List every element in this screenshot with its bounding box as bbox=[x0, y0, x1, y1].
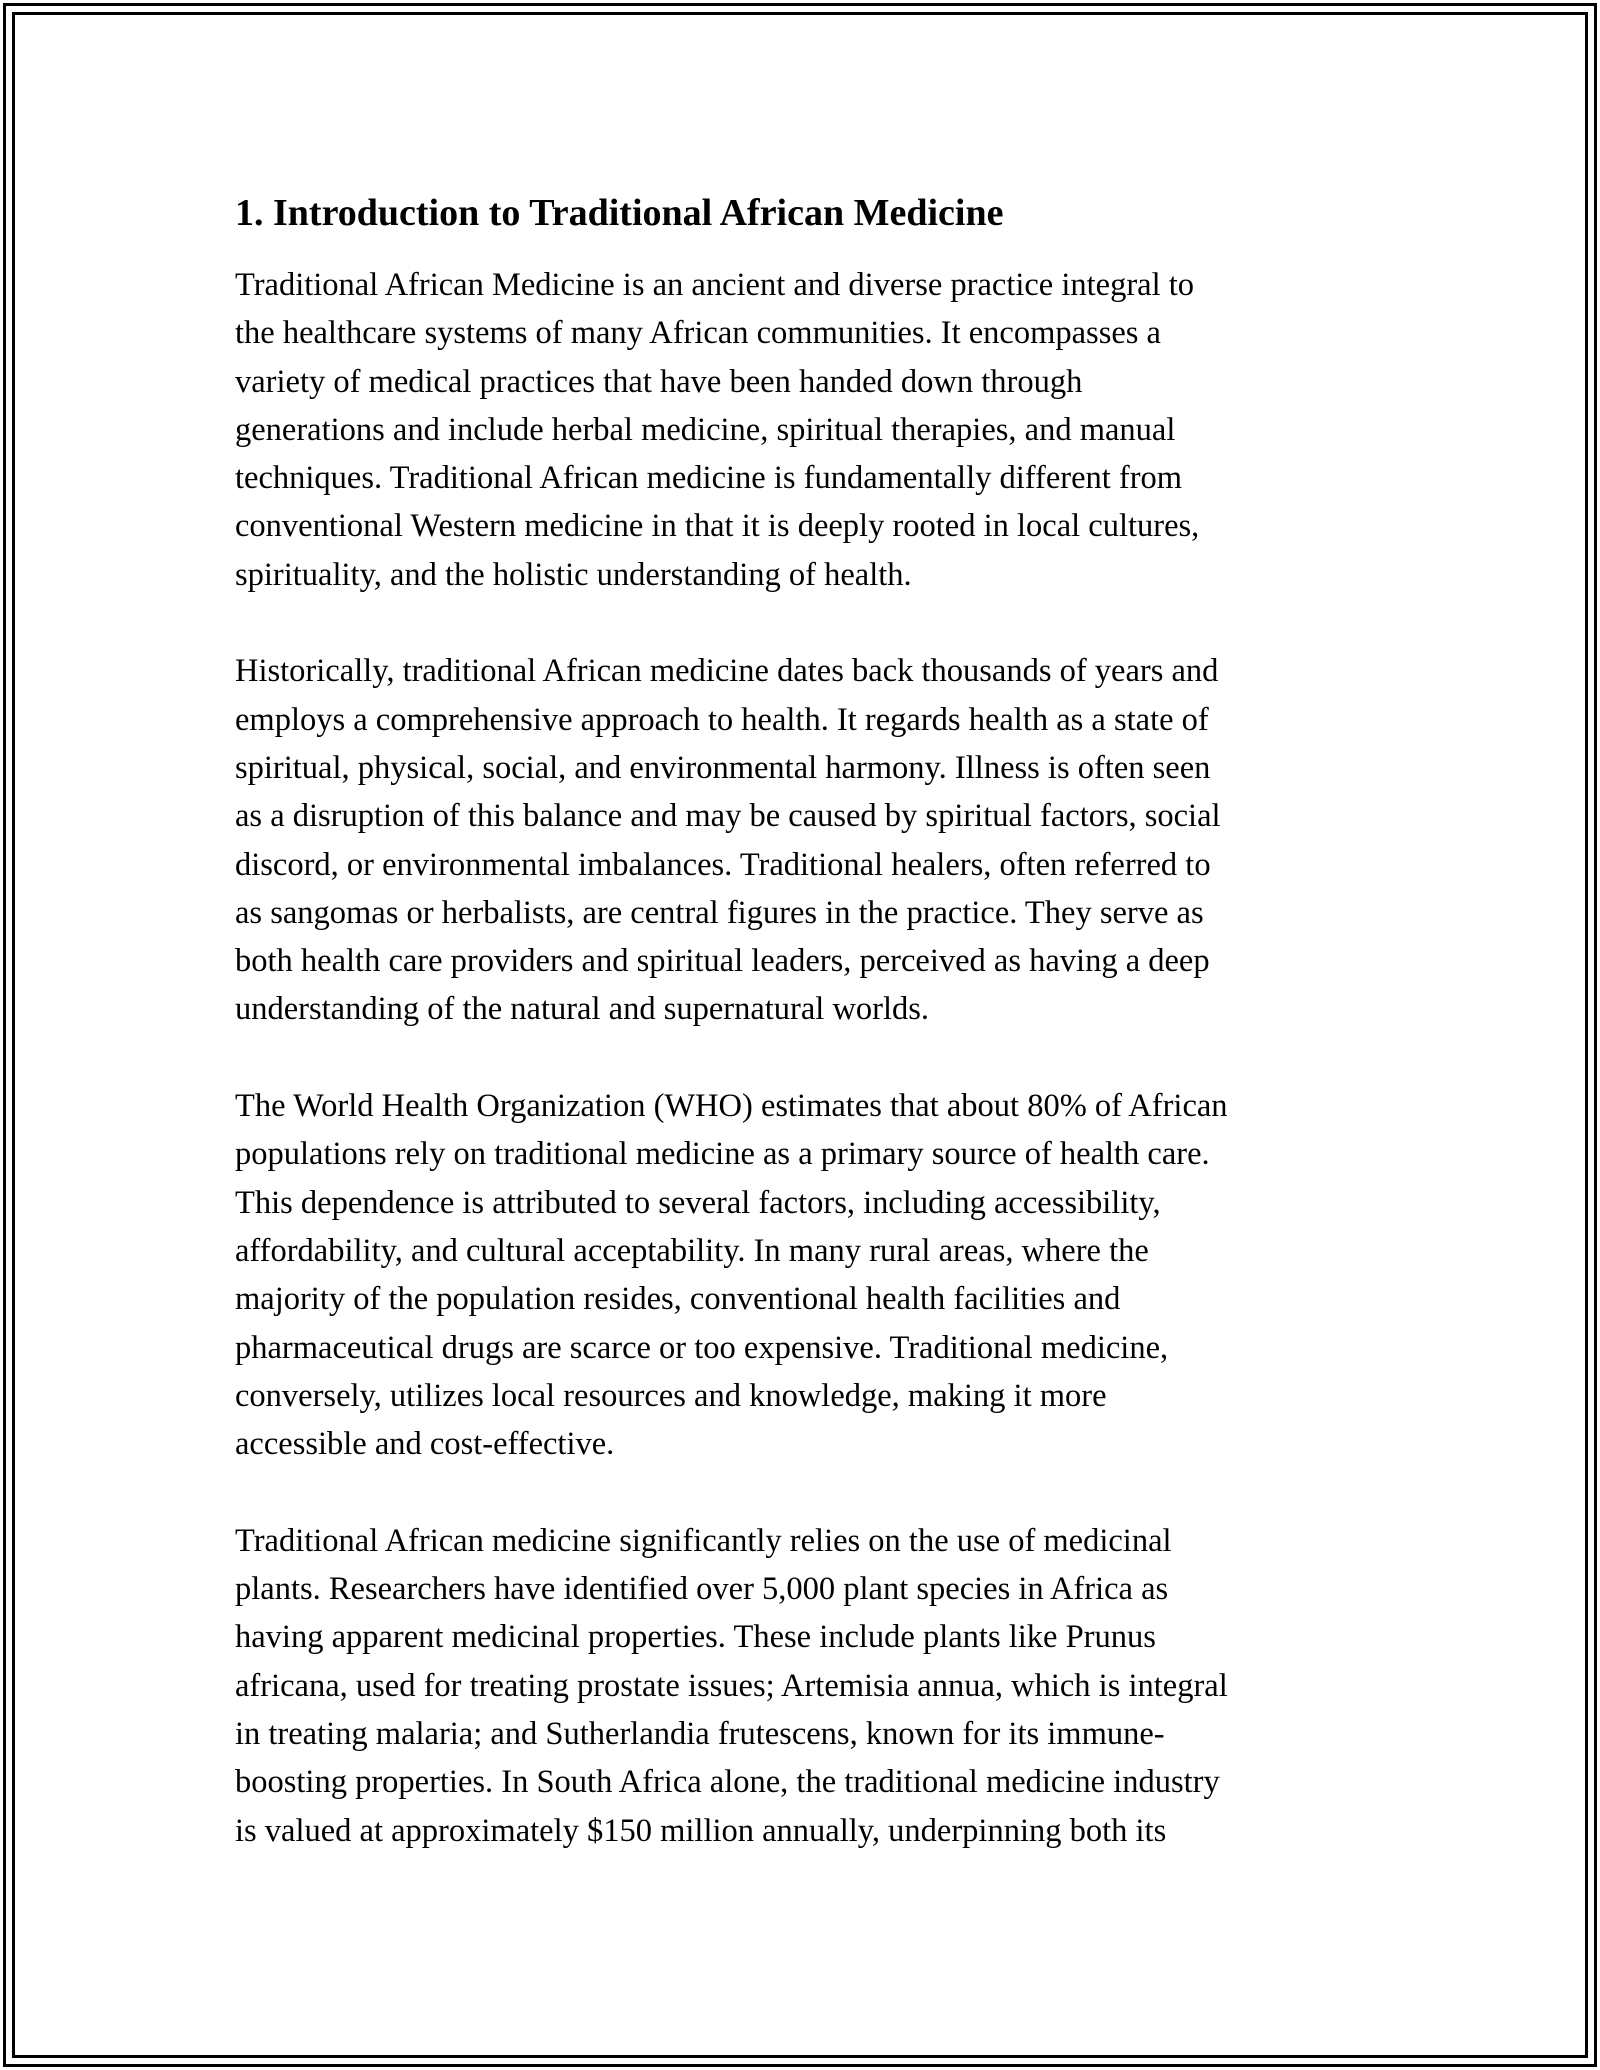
section-heading: 1. Introduction to Traditional African Medicine bbox=[235, 192, 1004, 234]
text-line: Traditional African Medicine is an ancient and diverse practice integral to bbox=[235, 267, 1195, 303]
text-line: The World Health Organization (WHO) estimates that about 80% of African bbox=[235, 1088, 1228, 1125]
text-line: understanding of the natural and supernatural worlds. bbox=[235, 991, 930, 1028]
text-line: discord, or environmental imbalances. Traditional healers, often referred to bbox=[235, 846, 1211, 883]
text-line: variety of medical practices that have been handed down through bbox=[235, 363, 1083, 400]
text-line: Traditional African medicine significantly relies on the use of medicinal bbox=[235, 1522, 1172, 1559]
text-line: populations rely on traditional medicine as a primary source of health care. bbox=[235, 1136, 1210, 1173]
text-line: majority of the population resides, conventional health facilities and bbox=[235, 1281, 1121, 1318]
text-line: boosting properties. In South Africa alone, the traditional medicine industry bbox=[235, 1764, 1220, 1801]
text-line: conversely, utilizes local resources and knowledge, making it more bbox=[235, 1377, 1107, 1414]
text-line: pharmaceutical drugs are scarce or too expensive. Traditional medicine, bbox=[235, 1329, 1169, 1366]
text-line: in treating malaria; and Sutherlandia frutescens, known for its immune- bbox=[235, 1715, 1165, 1752]
text-line: affordability, and cultural acceptability. In many rural areas, where the bbox=[235, 1232, 1149, 1269]
text-line: techniques. Traditional African medicine is fundamentally different from bbox=[235, 460, 1183, 497]
text-line: africana, used for treating prostate issues; Artemisia annua, which is integral bbox=[235, 1667, 1228, 1704]
text-line: This dependence is attributed to several factors, including accessibility, bbox=[235, 1184, 1161, 1221]
paragraph-history bbox=[235, 647, 1375, 1033]
document-body bbox=[235, 185, 1375, 1903]
text-line: having apparent medicinal properties. These include plants like Prunus bbox=[235, 1619, 1156, 1656]
text-line: as a disruption of this balance and may be caused by spiritual factors, social bbox=[235, 798, 1221, 835]
text-line: the healthcare systems of many African communities. It encompasses a bbox=[235, 315, 1161, 352]
text-line: Historically, traditional African medicine dates back thousands of years and bbox=[235, 653, 1219, 690]
text-line: both health care providers and spiritual leaders, perceived as having a deep bbox=[235, 943, 1210, 980]
text-line: conventional Western medicine in that it is deeply rooted in local cultures, bbox=[235, 508, 1200, 545]
text-line: accessible and cost-effective. bbox=[235, 1426, 615, 1463]
text-line: spiritual, physical, social, and environmental harmony. Illness is often seen bbox=[235, 749, 1211, 786]
text-line: employs a comprehensive approach to health. It regards health as a state of bbox=[235, 701, 1209, 738]
text-line: plants. Researchers have identified over 5,000 plant species in Africa as bbox=[235, 1571, 1169, 1608]
text-line: as sangomas or herbalists, are central figures in the practice. They serve as bbox=[235, 894, 1204, 931]
text-line: generations and include herbal medicine, spiritual therapies, and manual bbox=[235, 411, 1176, 448]
text-line: is valued at approximately $150 million annually, underpinning both its bbox=[235, 1812, 1167, 1849]
paragraph-medicinal-plants bbox=[235, 1517, 1375, 1855]
paragraph-who-estimates bbox=[235, 1082, 1375, 1468]
paragraph-introduction bbox=[235, 261, 1375, 599]
text-line: spirituality, and the holistic understanding of health. bbox=[235, 556, 912, 593]
